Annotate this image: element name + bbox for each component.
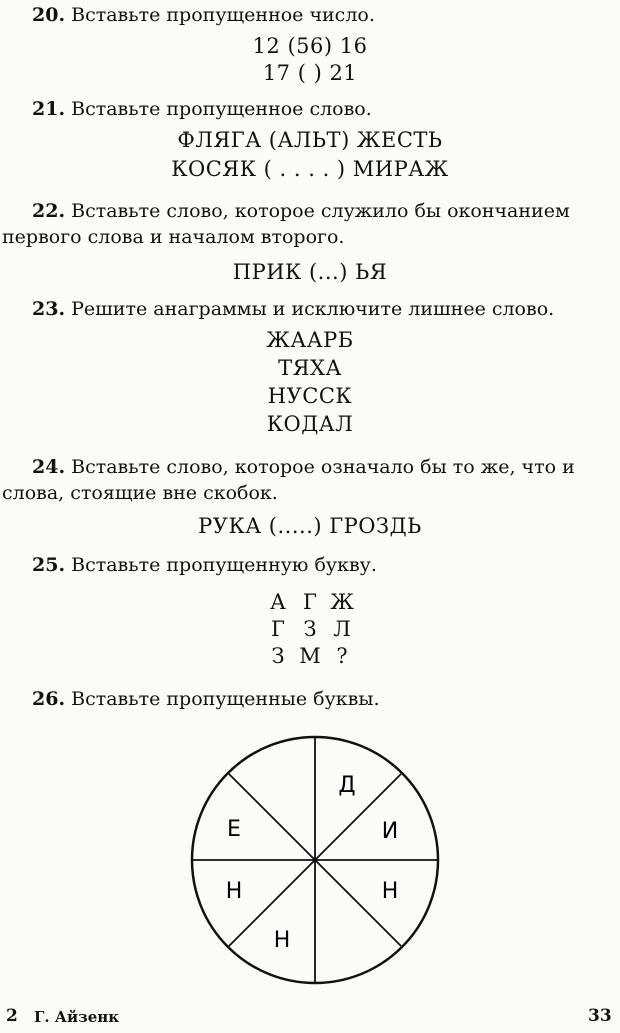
wheel-letter-right-lower: Н xyxy=(381,879,399,904)
wheel-letter-left-upper: Е xyxy=(227,817,241,842)
task-24-line-1: РУКА (.....) ГРОЗДЬ xyxy=(198,514,422,538)
grid-cell: З xyxy=(303,617,317,641)
task-number: 21. xyxy=(32,98,66,120)
task-text: Вставьте слово, которое служило бы окончанием xyxy=(71,200,570,222)
task-text: Вставьте пропущенную букву. xyxy=(71,554,377,576)
task-number: 23. xyxy=(32,298,66,320)
task-text: Вставьте пропущенное число. xyxy=(71,4,375,26)
task-text: Вставьте пропущенные буквы. xyxy=(71,688,380,710)
task-22-line-1: ПРИК (...) ЬЯ xyxy=(232,260,388,284)
wheel-letter-left-lower: Н xyxy=(225,879,243,904)
task-26-prompt xyxy=(32,688,380,710)
task-22-prompt xyxy=(32,200,570,222)
task-number: 26. xyxy=(32,688,66,710)
grid-cell: А xyxy=(270,590,286,614)
wheel-letter-right-upper: И xyxy=(381,819,399,844)
grid-cell: З xyxy=(271,644,285,668)
task-text: Вставьте пропущенное слово. xyxy=(71,98,372,120)
task-24-prompt-cont: слова, стоящие вне скобок. xyxy=(2,482,278,504)
task-number: 24. xyxy=(32,456,66,478)
task-25-prompt xyxy=(32,554,377,576)
task-25-grid-row-3 xyxy=(0,644,620,668)
task-25-grid-row-2 xyxy=(0,617,620,641)
task-21-prompt xyxy=(32,98,372,120)
task-22-prompt-cont: первого слова и началом второго. xyxy=(2,226,345,248)
task-25-grid-row-1 xyxy=(0,590,620,614)
letter-wheel xyxy=(190,735,440,985)
task-number: 20. xyxy=(32,4,66,26)
page-number: 33 xyxy=(588,1006,612,1026)
task-21-line-2: КОСЯК ( . . . . ) МИРАЖ xyxy=(171,157,449,181)
signature-mark: 2 xyxy=(6,1006,18,1026)
task-20-prompt xyxy=(32,4,375,26)
task-24-prompt xyxy=(32,456,575,478)
grid-cell: Г xyxy=(271,617,285,641)
task-number: 25. xyxy=(32,554,66,576)
grid-cell: Л xyxy=(333,617,351,641)
task-23-word-4: КОДАЛ xyxy=(266,412,354,436)
grid-cell: ? xyxy=(336,644,348,668)
grid-cell: Г xyxy=(303,590,317,614)
task-20-line-1: 12 (56) 16 xyxy=(252,34,368,58)
task-20-line-2: 17 ( ) 21 xyxy=(262,61,358,85)
wheel-letter-top-right: Д xyxy=(338,773,356,798)
author-name: Г. Айзенк xyxy=(34,1008,120,1026)
task-23-word-3: НУССК xyxy=(267,384,353,408)
task-23-prompt xyxy=(32,298,554,320)
task-23-word-1: ЖААРБ xyxy=(266,328,354,352)
task-number: 22. xyxy=(32,200,66,222)
task-text: Вставьте слово, которое означало бы то же, что и xyxy=(71,456,575,478)
task-text: Решите анаграммы и исключите лишнее слово. xyxy=(71,298,555,320)
task-23-word-2: ТЯХА xyxy=(278,356,342,380)
wheel-letter-bottom-left: Н xyxy=(273,928,291,953)
grid-cell: Ж xyxy=(330,590,354,614)
grid-cell: М xyxy=(299,644,321,668)
task-21-line-1: ФЛЯГА (АЛЬТ) ЖЕСТЬ xyxy=(177,128,443,152)
